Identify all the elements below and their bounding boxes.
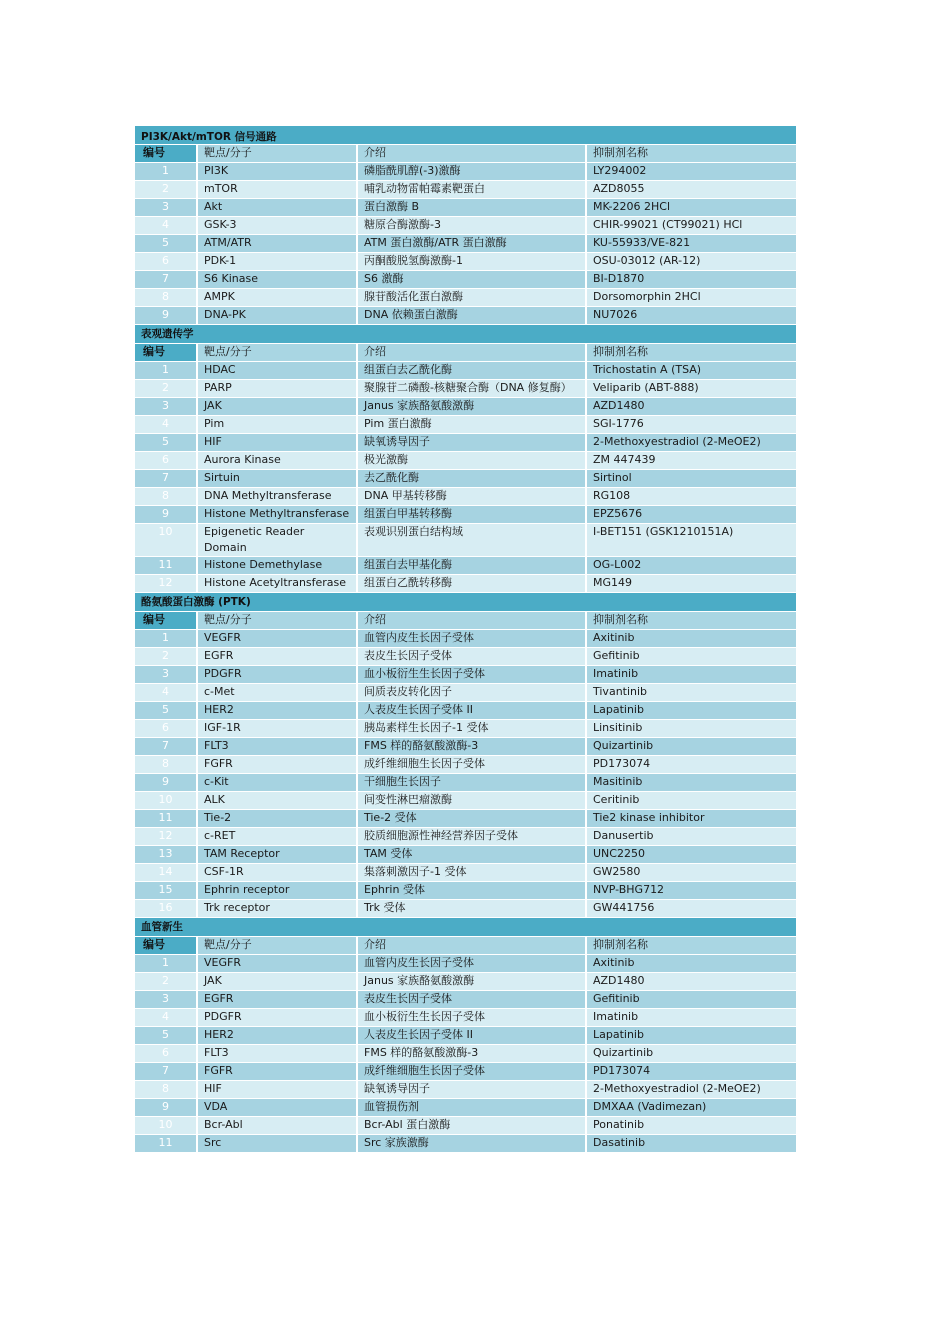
table-cell: SGI-1776 [587, 416, 796, 433]
table-cell: AMPK [198, 289, 358, 306]
table-cell: 7 [135, 271, 198, 288]
table-cell: S6 Kinase [198, 271, 358, 288]
table-row [135, 575, 796, 593]
table-row [135, 289, 796, 307]
table-cell: Danusertib [587, 828, 796, 845]
table-cell: Dorsomorphin 2HCl [587, 289, 796, 306]
table-cell: DNA 依赖蛋白激酶 [358, 307, 587, 324]
table-cell: 血管损伤剂 [358, 1099, 587, 1116]
table-cell: Gefitinib [587, 648, 796, 665]
table-cell: 9 [135, 1099, 198, 1116]
table-cell: Ponatinib [587, 1117, 796, 1134]
table-cell: 2 [135, 181, 198, 198]
table-row [135, 217, 796, 235]
table-cell: 血管内皮生长因子受体 [358, 955, 587, 972]
table-cell: 1 [135, 630, 198, 647]
table-cell: Linsitinib [587, 720, 796, 737]
table-cell: DNA-PK [198, 307, 358, 324]
table-row [135, 792, 796, 810]
table-row [135, 1027, 796, 1045]
table-cell: TAM Receptor [198, 846, 358, 863]
table-row [135, 506, 796, 524]
table-row [135, 307, 796, 325]
table-row [135, 630, 796, 648]
table-cell: Tivantinib [587, 684, 796, 701]
table-cell: NVP-BHG712 [587, 882, 796, 899]
table-cell: 2 [135, 380, 198, 397]
table-cell: Janus 家族酪氨酸激酶 [358, 398, 587, 415]
table-cell: FMS 样的酪氨酸激酶-3 [358, 738, 587, 755]
table-row [135, 271, 796, 289]
table-cell: 5 [135, 235, 198, 252]
table-cell: 4 [135, 217, 198, 234]
table-cell: AZD1480 [587, 973, 796, 990]
table-cell: 人表皮生长因子受体 II [358, 1027, 587, 1044]
section-title: 血管新生 [135, 918, 796, 937]
table-cell: PI3K [198, 163, 358, 180]
table-cell: TAM 受体 [358, 846, 587, 863]
table-cell: 胶质细胞源性神经营养因子受体 [358, 828, 587, 845]
table-cell: 丙酮酸脱氢酶激酶-1 [358, 253, 587, 270]
table-cell: 8 [135, 289, 198, 306]
table-row [135, 864, 796, 882]
table-cell: Akt [198, 199, 358, 216]
column-header: 编号 [135, 937, 198, 954]
table-row [135, 488, 796, 506]
table-cell: 表皮生长因子受体 [358, 991, 587, 1008]
column-header: 介绍 [358, 344, 587, 361]
column-header: 抑制剂名称 [587, 344, 796, 361]
table-cell: NU7026 [587, 307, 796, 324]
table-cell: Bcr-Abl 蛋白激酶 [358, 1117, 587, 1134]
inhibitor-tables [135, 126, 796, 1153]
table-row [135, 774, 796, 792]
table-row [135, 756, 796, 774]
table-cell: AZD8055 [587, 181, 796, 198]
table-cell: HIF [198, 1081, 358, 1098]
table-cell: 6 [135, 452, 198, 469]
table-cell: UNC2250 [587, 846, 796, 863]
table-cell: Ephrin 受体 [358, 882, 587, 899]
table-cell: 11 [135, 1135, 198, 1152]
table-cell: Trk 受体 [358, 900, 587, 917]
table-cell: 血管内皮生长因子受体 [358, 630, 587, 647]
table-row [135, 991, 796, 1009]
column-header: 抑制剂名称 [587, 145, 796, 162]
table-cell: BI-D1870 [587, 271, 796, 288]
table-header-row [135, 937, 796, 955]
table-cell: Trk receptor [198, 900, 358, 917]
table-cell: EGFR [198, 648, 358, 665]
table-cell: 2 [135, 973, 198, 990]
table-row [135, 398, 796, 416]
table-cell: 10 [135, 792, 198, 809]
table-cell: Janus 家族酪氨酸激酶 [358, 973, 587, 990]
table-cell: Src 家族激酶 [358, 1135, 587, 1152]
table-cell: Lapatinib [587, 1027, 796, 1044]
table-cell: 7 [135, 470, 198, 487]
table-cell: 间变性淋巴瘤激酶 [358, 792, 587, 809]
table-cell: 7 [135, 1063, 198, 1080]
column-header: 介绍 [358, 145, 587, 162]
table-cell: 2-Methoxyestradiol (2-MeOE2) [587, 1081, 796, 1098]
table-cell: Axitinib [587, 630, 796, 647]
table-header-row [135, 612, 796, 630]
table-cell: 2-Methoxyestradiol (2-MeOE2) [587, 434, 796, 451]
table-cell: EPZ5676 [587, 506, 796, 523]
table-cell: 5 [135, 1027, 198, 1044]
table-cell: 聚腺苷二磷酸-核糖聚合酶（DNA 修复酶） [358, 380, 587, 397]
table-cell: Tie-2 受体 [358, 810, 587, 827]
table-row [135, 199, 796, 217]
table-cell: 糖原合酶激酶-3 [358, 217, 587, 234]
table-row [135, 973, 796, 991]
table-cell: 6 [135, 253, 198, 270]
table-cell: 4 [135, 416, 198, 433]
table-cell: DNA Methyltransferase [198, 488, 358, 505]
table-cell: Epigenetic Reader Domain [198, 524, 358, 556]
table-cell: FMS 样的酪氨酸激酶-3 [358, 1045, 587, 1062]
table-row [135, 810, 796, 828]
table-cell: 缺氧诱导因子 [358, 1081, 587, 1098]
table-cell: 14 [135, 864, 198, 881]
table-cell: OG-L002 [587, 557, 796, 574]
table-cell: 3 [135, 991, 198, 1008]
table-cell: Ceritinib [587, 792, 796, 809]
table-cell: FLT3 [198, 738, 358, 755]
section-title: 表观遗传学 [135, 325, 796, 344]
table-cell: EGFR [198, 991, 358, 1008]
table-row [135, 557, 796, 575]
table-cell: KU-55933/VE-821 [587, 235, 796, 252]
table-row [135, 524, 796, 557]
table-cell: LY294002 [587, 163, 796, 180]
table-cell: 腺苷酸活化蛋白激酶 [358, 289, 587, 306]
table-header-row [135, 145, 796, 163]
table-cell: VDA [198, 1099, 358, 1116]
column-header: 抑制剂名称 [587, 937, 796, 954]
table-cell: 9 [135, 774, 198, 791]
table-cell: 12 [135, 575, 198, 592]
table-cell: Pim [198, 416, 358, 433]
table-cell: Imatinib [587, 1009, 796, 1026]
table-cell: 血小板衍生生长因子受体 [358, 1009, 587, 1026]
column-header: 靶点/分子 [198, 612, 358, 629]
table-cell: ATM/ATR [198, 235, 358, 252]
table-cell: S6 激酶 [358, 271, 587, 288]
table-cell: 3 [135, 199, 198, 216]
column-header: 靶点/分子 [198, 145, 358, 162]
table-row [135, 882, 796, 900]
table-row [135, 362, 796, 380]
table-cell: mTOR [198, 181, 358, 198]
table-cell: Histone Methyltransferase [198, 506, 358, 523]
table-row [135, 235, 796, 253]
table-cell: 11 [135, 557, 198, 574]
table-cell: 间质表皮转化因子 [358, 684, 587, 701]
table-cell: 组蛋白去乙酰化酶 [358, 362, 587, 379]
table-cell: 11 [135, 810, 198, 827]
table-cell: PDGFR [198, 666, 358, 683]
table-row [135, 1081, 796, 1099]
table-cell: DMXAA (Vadimezan) [587, 1099, 796, 1116]
table-cell: DNA 甲基转移酶 [358, 488, 587, 505]
table-cell: VEGFR [198, 630, 358, 647]
column-header: 编号 [135, 612, 198, 629]
table-cell: 胰岛素样生长因子-1 受体 [358, 720, 587, 737]
table-row [135, 1045, 796, 1063]
table-row [135, 900, 796, 918]
table-row [135, 720, 796, 738]
column-header: 靶点/分子 [198, 344, 358, 361]
table-cell: 4 [135, 684, 198, 701]
table-cell: Masitinib [587, 774, 796, 791]
table-cell: 15 [135, 882, 198, 899]
table-cell: 13 [135, 846, 198, 863]
table-row [135, 648, 796, 666]
table-cell: c-Met [198, 684, 358, 701]
table-row [135, 684, 796, 702]
table-cell: 4 [135, 1009, 198, 1026]
table-row [135, 846, 796, 864]
table-cell: 2 [135, 648, 198, 665]
table-cell: 表皮生长因子受体 [358, 648, 587, 665]
table-cell: 1 [135, 955, 198, 972]
table-cell: Aurora Kinase [198, 452, 358, 469]
column-header: 编号 [135, 145, 198, 162]
table-cell: 成纤维细胞生长因子受体 [358, 756, 587, 773]
table-cell: 7 [135, 738, 198, 755]
table-cell: CSF-1R [198, 864, 358, 881]
table-cell: 9 [135, 506, 198, 523]
table-cell: 8 [135, 488, 198, 505]
column-header: 介绍 [358, 612, 587, 629]
table-row [135, 1009, 796, 1027]
table-cell: PDGFR [198, 1009, 358, 1026]
table-cell: Quizartinib [587, 738, 796, 755]
table-row [135, 416, 796, 434]
table-cell: Veliparib (ABT-888) [587, 380, 796, 397]
table-cell: Bcr-Abl [198, 1117, 358, 1134]
table-row [135, 470, 796, 488]
table-cell: 去乙酰化酶 [358, 470, 587, 487]
table-cell: Ephrin receptor [198, 882, 358, 899]
table-cell: HER2 [198, 1027, 358, 1044]
table-cell: Src [198, 1135, 358, 1152]
table-cell: MK-2206 2HCl [587, 199, 796, 216]
table-cell: 缺氧诱导因子 [358, 434, 587, 451]
table-row [135, 828, 796, 846]
table-cell: 10 [135, 524, 198, 556]
table-cell: MG149 [587, 575, 796, 592]
table-cell: 6 [135, 720, 198, 737]
column-header: 编号 [135, 344, 198, 361]
table-cell: PARP [198, 380, 358, 397]
table-cell: FGFR [198, 1063, 358, 1080]
table-cell: 组蛋白甲基转移酶 [358, 506, 587, 523]
table-cell: 组蛋白去甲基化酶 [358, 557, 587, 574]
table-row [135, 1063, 796, 1081]
table-cell: 集落刺激因子-1 受体 [358, 864, 587, 881]
table-cell: 8 [135, 756, 198, 773]
table-cell: Histone Demethylase [198, 557, 358, 574]
table-row [135, 666, 796, 684]
table-cell: 成纤维细胞生长因子受体 [358, 1063, 587, 1080]
table-row [135, 955, 796, 973]
table-cell: PD173074 [587, 1063, 796, 1080]
table-cell: ZM 447439 [587, 452, 796, 469]
table-cell: Gefitinib [587, 991, 796, 1008]
table-cell: RG108 [587, 488, 796, 505]
table-cell: 16 [135, 900, 198, 917]
table-cell: 6 [135, 1045, 198, 1062]
table-row [135, 738, 796, 756]
table-cell: OSU-03012 (AR-12) [587, 253, 796, 270]
table-cell: ATM 蛋白激酶/ATR 蛋白激酶 [358, 235, 587, 252]
table-cell: 1 [135, 163, 198, 180]
table-cell: Lapatinib [587, 702, 796, 719]
table-cell: Imatinib [587, 666, 796, 683]
section-title: PI3K/Akt/mTOR 信号通路 [135, 126, 796, 145]
table-cell: c-Kit [198, 774, 358, 791]
table-cell: 人表皮生长因子受体 II [358, 702, 587, 719]
table-cell: AZD1480 [587, 398, 796, 415]
table-header-row [135, 344, 796, 362]
table-cell: GW2580 [587, 864, 796, 881]
table-cell: 3 [135, 666, 198, 683]
table-cell: 哺乳动物雷帕霉素靶蛋白 [358, 181, 587, 198]
table-cell: 9 [135, 307, 198, 324]
table-cell: PD173074 [587, 756, 796, 773]
table-cell: JAK [198, 973, 358, 990]
table-cell: 5 [135, 702, 198, 719]
column-header: 介绍 [358, 937, 587, 954]
table-cell: IGF-1R [198, 720, 358, 737]
table-cell: JAK [198, 398, 358, 415]
table-cell: I-BET151 (GSK1210151A) [587, 524, 796, 556]
table-cell: 极光激酶 [358, 452, 587, 469]
table-cell: 8 [135, 1081, 198, 1098]
table-cell: Tie-2 [198, 810, 358, 827]
table-cell: PDK-1 [198, 253, 358, 270]
table-cell: FLT3 [198, 1045, 358, 1062]
column-header: 靶点/分子 [198, 937, 358, 954]
table-row [135, 1099, 796, 1117]
table-cell: 蛋白激酶 B [358, 199, 587, 216]
table-cell: CHIR-99021 (CT99021) HCl [587, 217, 796, 234]
table-cell: Dasatinib [587, 1135, 796, 1152]
table-cell: ALK [198, 792, 358, 809]
table-cell: Pim 蛋白激酶 [358, 416, 587, 433]
table-cell: FGFR [198, 756, 358, 773]
table-row [135, 1135, 796, 1153]
table-cell: c-RET [198, 828, 358, 845]
table-row [135, 253, 796, 271]
table-cell: Axitinib [587, 955, 796, 972]
table-cell: 3 [135, 398, 198, 415]
table-row [135, 434, 796, 452]
table-cell: HER2 [198, 702, 358, 719]
table-cell: VEGFR [198, 955, 358, 972]
table-row [135, 380, 796, 398]
table-row [135, 1117, 796, 1135]
table-cell: Tie2 kinase inhibitor [587, 810, 796, 827]
table-cell: GW441756 [587, 900, 796, 917]
table-cell: Trichostatin A (TSA) [587, 362, 796, 379]
table-cell: 组蛋白乙酰转移酶 [358, 575, 587, 592]
table-row [135, 163, 796, 181]
table-cell: 12 [135, 828, 198, 845]
column-header: 抑制剂名称 [587, 612, 796, 629]
table-cell: GSK-3 [198, 217, 358, 234]
table-cell: 血小板衍生生长因子受体 [358, 666, 587, 683]
table-cell: HDAC [198, 362, 358, 379]
table-row [135, 181, 796, 199]
table-cell: Histone Acetyltransferase [198, 575, 358, 592]
table-cell: 5 [135, 434, 198, 451]
table-cell: Sirtuin [198, 470, 358, 487]
table-cell: 磷脂酰肌醇(-3)激酶 [358, 163, 587, 180]
section-title: 酪氨酸蛋白激酶 (PTK) [135, 593, 796, 612]
table-cell: HIF [198, 434, 358, 451]
table-row [135, 702, 796, 720]
table-cell: 表观识别蛋白结构域 [358, 524, 587, 556]
table-cell: 干细胞生长因子 [358, 774, 587, 791]
table-cell: Sirtinol [587, 470, 796, 487]
table-row [135, 452, 796, 470]
table-cell: Quizartinib [587, 1045, 796, 1062]
table-cell: 10 [135, 1117, 198, 1134]
table-cell: 1 [135, 362, 198, 379]
